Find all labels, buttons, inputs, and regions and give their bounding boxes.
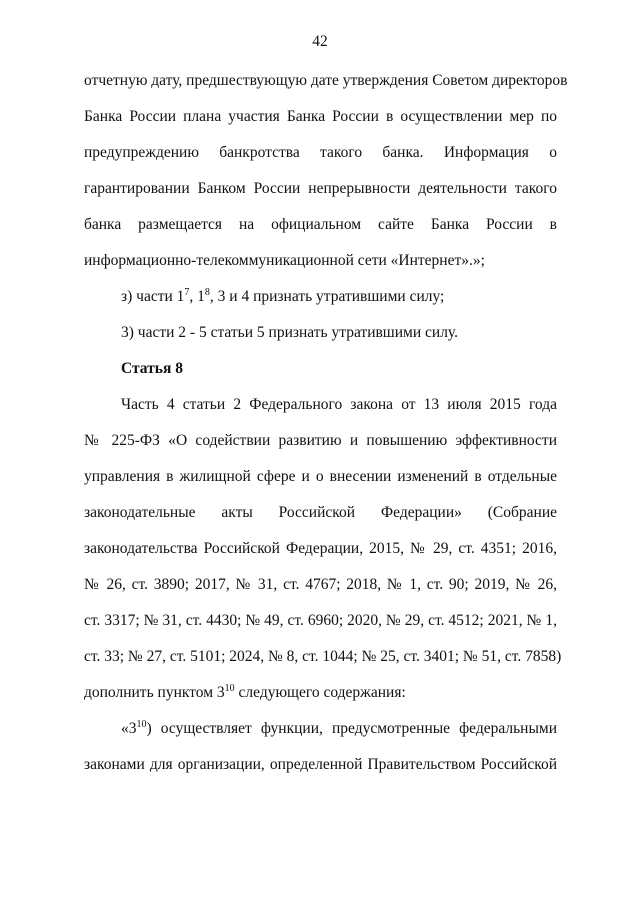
- text-line: законодательные акты Российской Федерации» (Собрание: [84, 504, 557, 521]
- text-line: отчетную дату, предшествующую дате утверждения Советом директоров: [84, 72, 568, 89]
- text-line: информационно-телекоммуникационной сети «Интернет».»;: [84, 252, 485, 269]
- text-line: дополнить пунктом $3^{10}$ следующего содержания:: [84, 682, 406, 701]
- text-line: управления в жилищной сфере и о внесении изменений в отдельные: [84, 468, 557, 485]
- text-line: № 225-ФЗ «О содействии развитию и повышению эффективности: [84, 432, 557, 449]
- text-line: Банка России плана участия Банка России в осуществлении мер по: [84, 108, 557, 125]
- page-number: 42: [312, 33, 328, 50]
- article-heading: Статья 8: [121, 360, 183, 377]
- text-line: законами для организации, определенной Правительством Российской: [84, 756, 557, 773]
- amendment-item-z: з) части $1^7$, $1^8$, 3 и 4 признать утратившими силу;: [121, 286, 445, 305]
- text-line: банка размещается на официальном сайте Банка России в: [84, 216, 557, 233]
- text-line: «$3^{10}$) осуществляет функции, предусмотренные федеральными: [121, 718, 557, 737]
- text-line: ст. 33; № 27, ст. 5101; 2024, № 8, ст. 1044; № 25, ст. 3401; № 51, ст. 7858): [84, 648, 562, 665]
- text-line: предупреждению банкротства такого банка. Информация о: [84, 144, 557, 161]
- text-line: ст. 3317; № 31, ст. 4430; № 49, ст. 6960; 2020, № 29, ст. 4512; 2021, № 1,: [84, 612, 557, 629]
- text-line: гарантировании Банком России непрерывности деятельности такого: [84, 180, 557, 197]
- text-line: законодательства Российской Федерации, 2015, № 29, ст. 4351; 2016,: [84, 540, 557, 557]
- text-line: № 26, ст. 3890; 2017, № 31, ст. 4767; 2018, № 1, ст. 90; 2019, № 26,: [84, 576, 557, 593]
- amendment-item-3: 3) части 2 - 5 статьи 5 признать утратившими силу.: [121, 324, 459, 341]
- document-body: [84, 63, 568, 783]
- text-line: Часть 4 статьи 2 Федерального закона от 13 июля 2015 года: [121, 396, 557, 413]
